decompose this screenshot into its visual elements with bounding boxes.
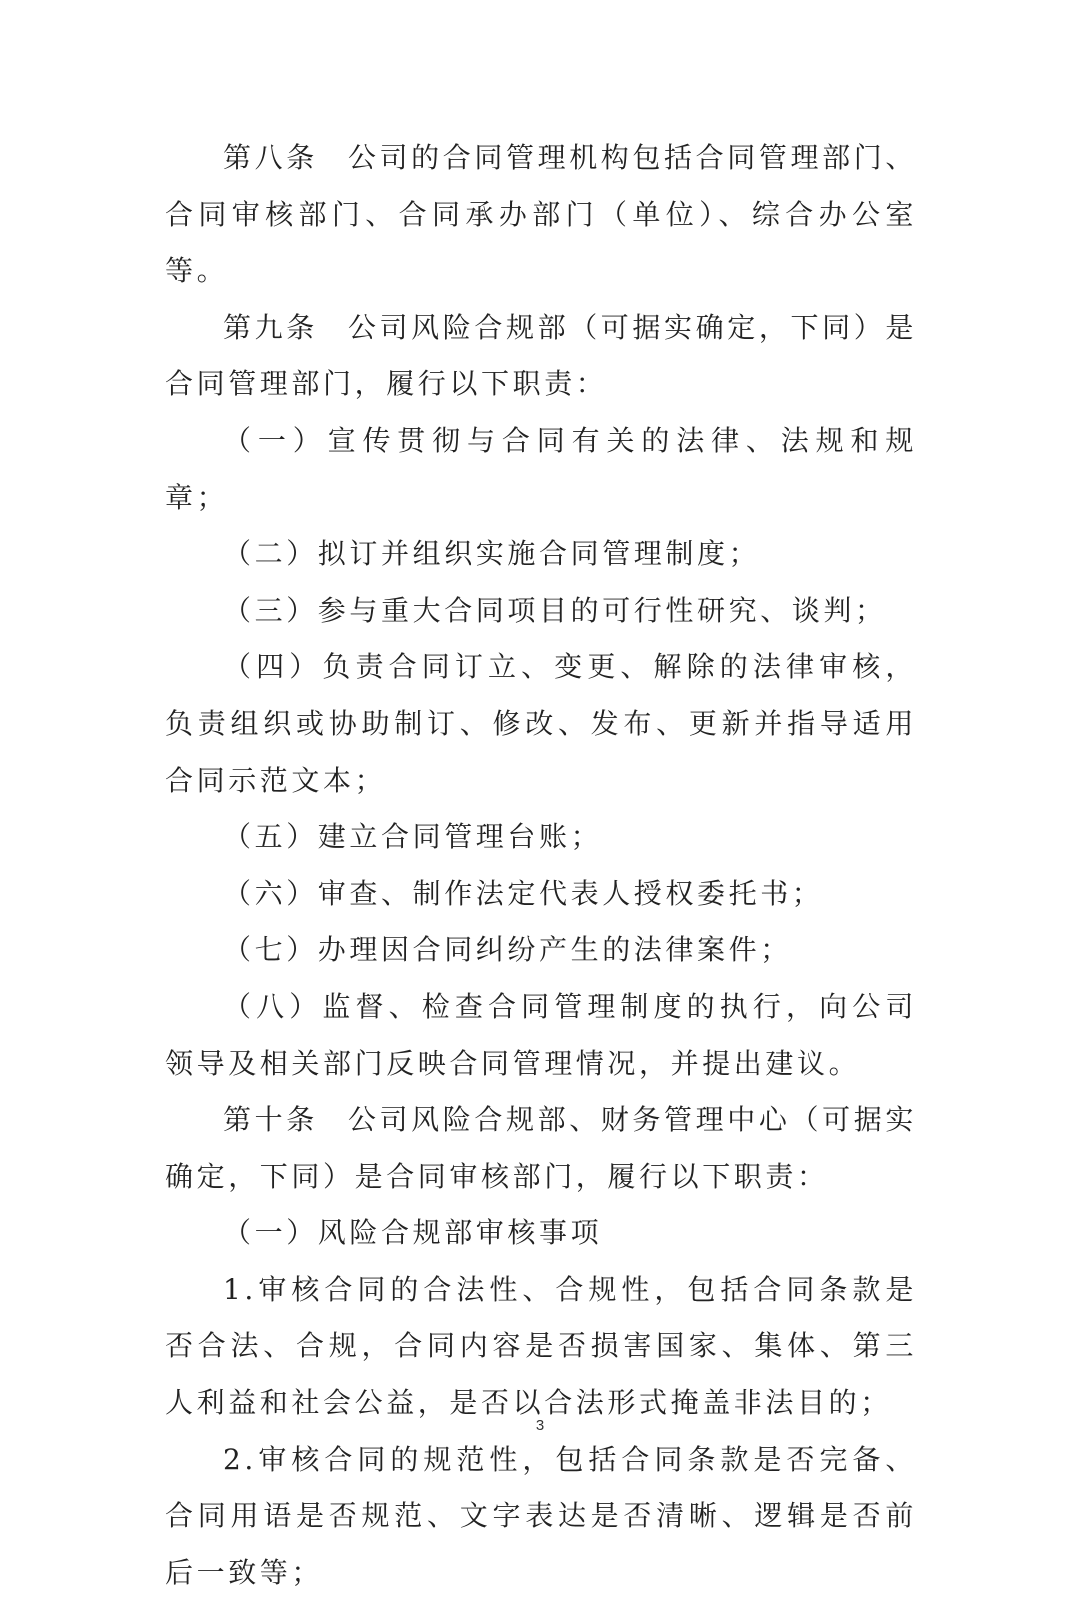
article-number: 第九条 [223, 310, 318, 344]
paragraph-text: （五）建立合同管理台账； [223, 820, 603, 854]
list-item [165, 413, 917, 526]
list-item [165, 639, 917, 809]
list-item [165, 922, 917, 979]
list-item [165, 526, 917, 583]
paragraph-text: （一）风险合规部审核事项 [223, 1216, 603, 1250]
document-body [165, 130, 917, 1601]
paragraph-text: （七）办理因合同纠纷产生的法律案件； [223, 933, 792, 967]
paragraph-text: （六）审查、制作法定代表人授权委托书； [223, 876, 824, 910]
list-item [165, 583, 917, 640]
paragraph-text: （八）监督、检查合同管理制度的执行，向公司领导及相关部门反映合同管理情况，并提出建议。 [165, 989, 917, 1080]
list-item [165, 1432, 917, 1601]
sub-heading [165, 1205, 917, 1262]
paragraph-text: （一）宣传贯彻与合同有关的法律、法规和规章； [165, 423, 917, 514]
list-item [165, 979, 917, 1092]
list-item [165, 809, 917, 866]
article-10-paragraph [165, 1092, 917, 1205]
paragraph-text: 公司风险合规部、财务管理中心（可据实确定，下同）是合同审核部门，履行以下职责： [165, 1103, 917, 1193]
paragraph-text: 1.审核合同的合法性、合规性，包括合同条款是否合法、合规，合同内容是否损害国家、集体、第三人利益和社会公益，是否以合法形式掩盖非法目的； [165, 1272, 917, 1420]
list-item [165, 866, 917, 923]
article-8-paragraph [165, 130, 917, 300]
paragraph-text: （二）拟订并组织实施合同管理制度； [223, 537, 761, 571]
page-number: 3 [535, 1417, 545, 1434]
paragraph-text: 2.审核合同的规范性，包括合同条款是否完备、合同用语是否规范、文字表达是否清晰、逻辑是否前后一致等； [165, 1442, 917, 1589]
list-item [165, 1262, 917, 1432]
article-number: 第八条 [223, 141, 318, 174]
paragraph-text: 公司风险合规部（可据实确定，下同）是合同管理部门，履行以下职责： [165, 310, 917, 401]
paragraph-text: （三）参与重大合同项目的可行性研究、谈判； [223, 593, 887, 627]
paragraph-text: （四）负责合同订立、变更、解除的法律审核，负责组织或协助制订、修改、发布、更新并指导适用合同示范文本； [165, 650, 917, 797]
article-number: 第十条 [223, 1103, 318, 1137]
article-9-paragraph [165, 300, 917, 413]
paragraph-text: 公司的合同管理机构包括合同管理部门、合同审核部门、合同承办部门（单位）、综合办公室等。 [165, 141, 917, 288]
